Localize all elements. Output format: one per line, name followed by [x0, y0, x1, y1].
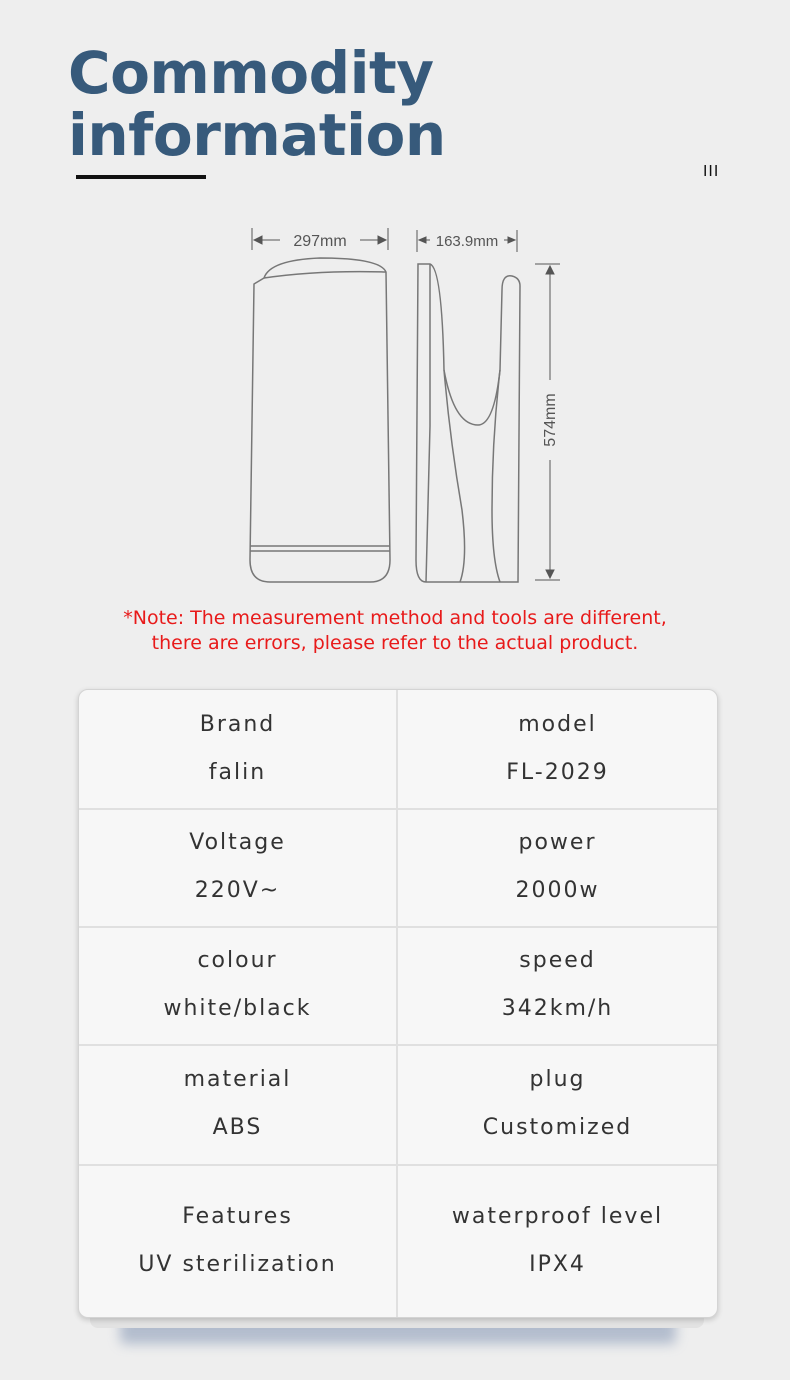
spec-label: power [518, 830, 597, 855]
spec-cell-waterproof [398, 1164, 717, 1317]
front-view-outline [250, 258, 390, 582]
spec-label: Features [182, 1203, 293, 1229]
spec-cell-model [398, 690, 717, 808]
spec-value: 220V~ [194, 878, 281, 903]
spec-cell-speed [398, 926, 717, 1044]
menu-icon: III [703, 162, 720, 180]
spec-row [79, 926, 717, 1046]
spec-value: 2000w [515, 878, 600, 903]
page-title [68, 39, 446, 169]
title-underline [76, 175, 206, 179]
spec-cell-colour [79, 926, 398, 1044]
spec-cell-power [398, 808, 717, 926]
spec-row [79, 808, 717, 928]
spec-label: plug [529, 1067, 586, 1092]
spec-label: model [518, 712, 597, 737]
title-line-1: Commodity [68, 39, 434, 107]
spec-value: Customized [482, 1115, 633, 1140]
depth-label: 163.9mm [435, 233, 499, 250]
spec-cell-voltage [79, 808, 398, 926]
title-line-2: information [68, 101, 446, 169]
dimension-diagram [230, 220, 590, 600]
side-view-outline [416, 264, 520, 582]
spec-cell-plug [398, 1044, 717, 1164]
spec-cell-features [79, 1164, 398, 1317]
spec-row [79, 1044, 717, 1166]
height-label: 574mm [542, 393, 559, 447]
width-label: 297mm [293, 233, 347, 250]
spec-value: falin [208, 760, 267, 785]
spec-label: Voltage [189, 830, 286, 855]
spec-label: speed [519, 948, 596, 973]
note-line-1: *Note: The measurement method and tools are different, [123, 607, 667, 629]
spec-label: Brand [199, 712, 276, 737]
spec-cell-material [79, 1044, 398, 1164]
spec-value: 342km/h [501, 996, 614, 1021]
spec-value: IPX4 [529, 1251, 586, 1277]
spec-row [79, 690, 717, 810]
note-line-2: there are errors, please refer to the actual product. [151, 632, 639, 654]
spec-label: waterproof level [451, 1203, 664, 1229]
spec-row [79, 1164, 717, 1317]
spec-label: colour [197, 948, 278, 973]
spec-value: UV sterilization [138, 1251, 337, 1277]
spec-value: white/black [163, 996, 312, 1021]
spec-value: ABS [212, 1115, 263, 1140]
spec-cell-brand [79, 690, 398, 808]
measurement-note [40, 606, 750, 656]
spec-table [78, 689, 718, 1318]
spec-value: FL-2029 [506, 760, 609, 785]
spec-label: material [183, 1067, 292, 1092]
